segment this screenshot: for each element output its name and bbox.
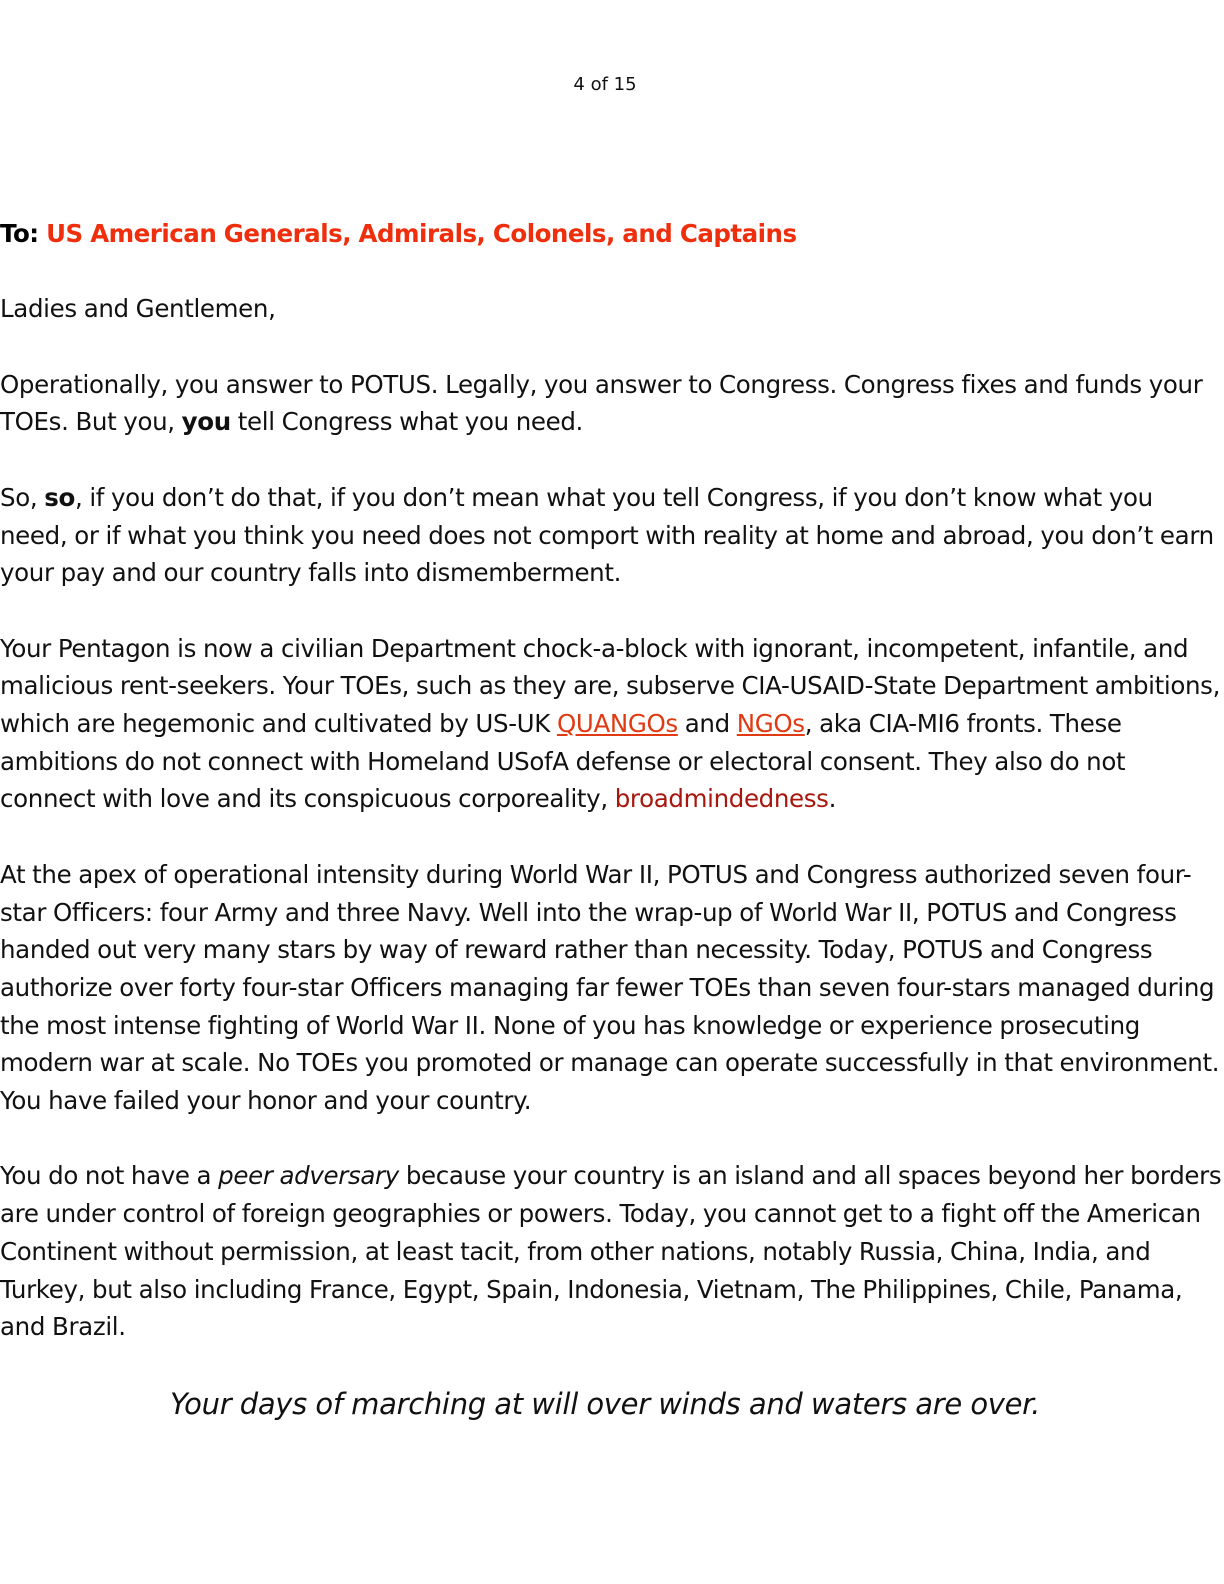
closing-line: Your days of marching at will over winds and waters are over. xyxy=(169,1386,1041,1421)
paragraph-3-text-c: , aka CIA-MI6 fronts. These ambitions do not connect with Homeland USofA defense or electoral consent. They also do not connect with love and its conspicuous corporeality, xyxy=(0,709,1126,814)
to-label: To: xyxy=(0,219,39,248)
paragraph-3-text-a: Your Pentagon is now a civilian Department chock-a-block with ignorant, incompetent, infantile, and malicious rent-seekers. Your TOEs, such as they are, subserve CIA-USAID-State Department ambitions, which are hegemonic and cultivated by US-UK xyxy=(0,633,1221,739)
broadmindedness-link[interactable]: broadmindedness xyxy=(614,784,829,814)
paragraph-1-text-a: Operationally, you answer to POTUS. Legally, you answer to Congress. Congress fixes and funds your TOEs. But you, xyxy=(0,369,1203,437)
paragraph-3-text-d: . xyxy=(828,784,837,814)
paragraph-1-bold: you xyxy=(181,407,231,437)
ngos-link[interactable]: NGOs xyxy=(736,709,805,739)
paragraph-5-text-a: You do not have a xyxy=(0,1161,219,1191)
salutation: Ladies and Gentlemen, xyxy=(0,294,276,324)
paragraph-2 xyxy=(0,479,1222,592)
paragraph-2-text-b: , if you don’t do that, if you don’t mean what you tell Congress, if you don’t know what you need, or if what you think you need does not comport with reality at home and abroad, you don’t earn your pay and our country falls into dismemberment. xyxy=(0,482,1214,588)
paragraph-1-text-b: tell Congress what you need. xyxy=(230,407,583,437)
paragraph-5-italic: peer adversary xyxy=(218,1161,399,1191)
quangos-link[interactable]: QUANGOs xyxy=(556,709,678,739)
letter-body xyxy=(0,215,1222,1461)
paragraph-1 xyxy=(0,366,1222,441)
paragraph-5-text-b: because your country is an island and all spaces beyond her borders are under control of foreign geographies or powers. Today, you cannot get to a fight off the American Continent without permission, at least tacit, from other nations, notably Russia, China, India, and Turkey, but also including France, Egypt, Spain, Indonesia, Vietnam, The Philippines, Chile, Panama, and Brazil. xyxy=(0,1161,1222,1342)
paragraph-3 xyxy=(0,630,1222,819)
paragraph-4: At the apex of operational intensity during World War II, POTUS and Congress authorized seven four-star Officers: four Army and three Navy. Well into the wrap-up of World War II, POTUS and Congress handed out very many stars by way of reward rather than necessity. Today, POTUS and Congress authorize over forty four-star Officers managing far fewer TOEs than seven four-stars managed during the most intense fighting of World War II. None of you has knowledge or experience prosecuting modern war at scale. No TOEs you promoted or manage can operate successfully in that environment. You have failed your honor and your country. xyxy=(0,859,1220,1116)
paragraph-5 xyxy=(0,1157,1222,1346)
paragraph-2-bold: so xyxy=(44,482,75,512)
to-recipients: US American Generals, Admirals, Colonels, and Captains xyxy=(46,219,797,248)
page-number: 4 of 15 xyxy=(573,74,637,95)
paragraph-3-text-b: and xyxy=(677,709,737,739)
to-line xyxy=(0,215,1222,253)
paragraph-2-text-a: So, xyxy=(0,482,45,512)
